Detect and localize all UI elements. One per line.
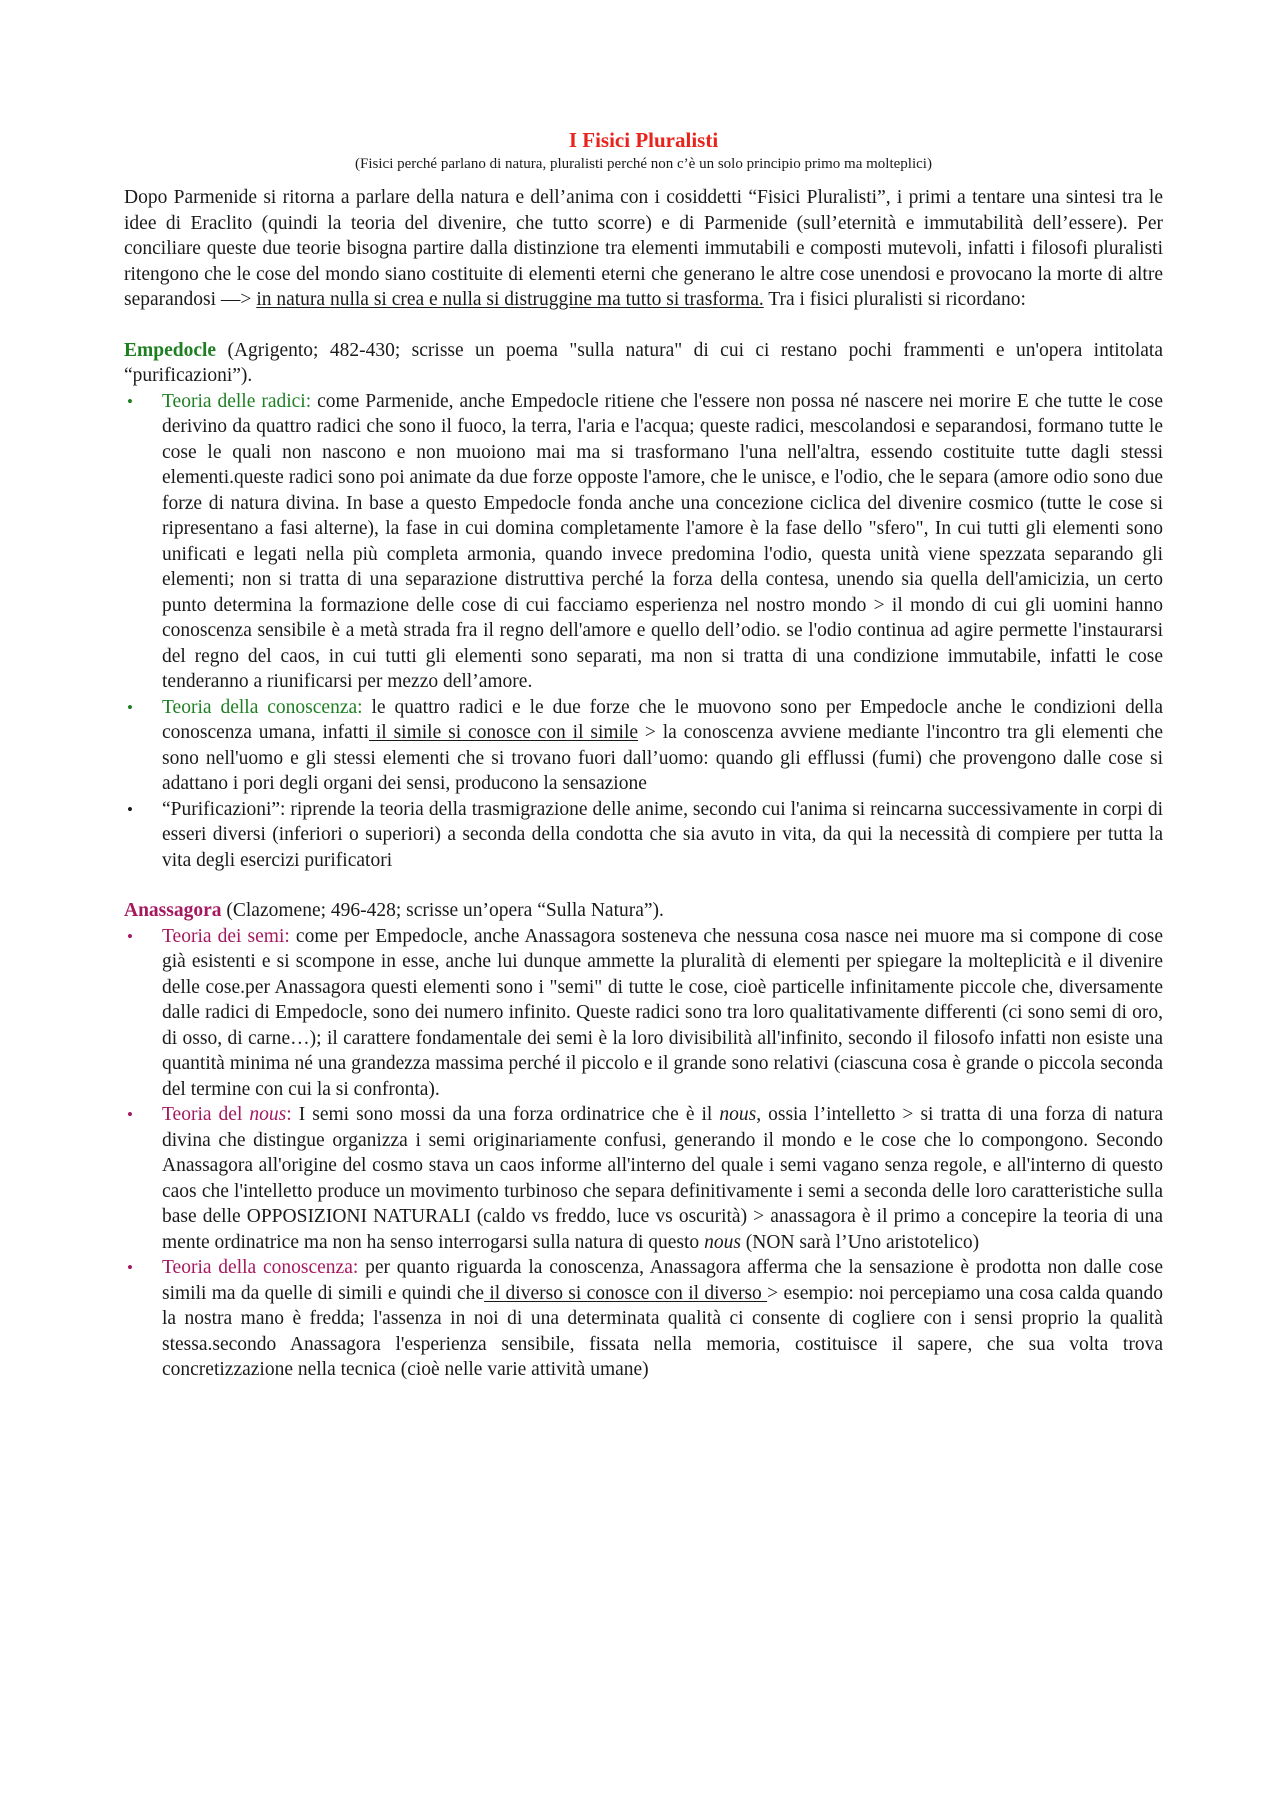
page-title: I Fisici Pluralisti (568, 128, 719, 152)
bullet-icon: • (127, 391, 133, 411)
intro-underlined: in natura nulla si crea e nulla si distruggine ma tutto si trasforma. (256, 289, 764, 310)
bullet-icon: • (127, 1258, 133, 1277)
list-item: • Teoria dei semi: come per Empedocle, anche Anassagora sosteneva che nessuna cosa nasce nei muore ma si compone di cose già esistenti e si scompone in esse, anche lui dunque ammette la pluralità di elementi per spiegare la molteplicità e il divenire delle cose.per Anassagora questi elementi sono i "semi" di tutte le cose, cioè particelle infinitamente piccole che, diversamente dalle radici di Empedocle, sono dei numero infinito. Queste radici sono tra loro qualitativamente differenti (ci sono semi di oro, di osso, di carne…); il carattere fondamentale dei semi è la loro divisibilità all'infinito, secondo il filosofo infatti non esiste una quantità minima né una grandezza massima perché il piccolo e il grande sono relativi (ciascuna cosa è grande o piccola seconda del termine con cui la si confronta). (127, 925, 1163, 1100)
empedocle-list (124, 389, 1163, 874)
list-item: • Teoria delle radici: come Parmenide, anche Empedocle ritiene che l'essere non possa né nascere nei morire E che tutte le cose derivino da quattro radici che sono il fuoco, la terra, l'aria e l'acqua; queste radici, mescolandosi e separandosi, formano tutte le cose le quali non nascono e non muoiono mai ma si trasformano l'una nell'altra, essendo costituite tutte dagli stessi elementi.queste radici sono poi animate da due forze opposte l'amore, che le unisce, e l'odio, che le separa (amore odio sono due forze di natura divina. In base a questo Empedocle fonda anche una concezione ciclica del divenire cosmico (tutte le cose si ripresentano a fasi alterne), la fase in cui domina completamente l'amore è la fase dello "sfero", In cui tutti gli elementi sono unificati e legati nella più completa armonia, quando invece predomina l'odio, questa unità viene spezzata separando gli elementi; non si tratta di una separazione distruttiva perché la forza della contesa, unendo sia quella dell'amicizia, un certo punto determina la formazione delle cose di cui facciamo esperienza nel nostro mondo > il mondo di cui gli uomini hanno conoscenza sensibile è a metà strada fra il regno dell'amore e quello dell’odio. se l'odio continua ad agire permette l'instaurarsi del regno del caos, in cui tutti gli elementi sono separati, ma non si tratta di una condizione immutabile, infatti le cose tenderanno a riunificarsi per mezzo dell’amore. (127, 390, 1163, 692)
anassagora-list (124, 924, 1163, 1383)
list-item: • Teoria del nous: I semi sono mossi da una forza ordinatrice che è il nous, ossia l’intelletto > si tratta di una forza di natura divina che distingue organizza i semi originariamente confusi, generando il mondo e le cose che lo compongono. Secondo Anassagora all'origine del cosmo stava un caos informe all'interno del quale i semi vagano senza regole, e all'interno di questo caos che l'intelletto produce un movimento turbinoso che separa definitivamente i semi a seconda delle loro caratteristiche sulla base delle OPPOSIZIONI NATURALI (caldo vs freddo, luce vs oscurità) > anassagora è il primo a concepire la teoria di una mente ordinatrice ma non ha senso interrogarsi sulla natura di questo nous (NON sarà l’Uno aristotelico) (127, 1104, 1163, 1253)
empedocle-heading: Empedocle (Agrigento; 482-430; scrisse un poema "sulla natura" di cui ci restano pochi frammenti e un'opera intitolata “purificazioni”). (124, 339, 1163, 386)
list-item: • Teoria della conoscenza: per quanto riguarda la conoscenza, Anassagora afferma che la sensazione è prodotta non dalle cose simili ma da quelle di simili e quindi che il diverso si conosce con il diverso > esempio: noi percepiamo una cosa calda quando la nostra mano è fredda; l'assenza in noi di una determinata qualità ci consente di cogliere con i sensi proprio la qualità stessa.secondo Anassagora l'esperienza sensibile, fissata nella memoria, costituisce il sapere, che sua volta trova concretizzazione nella tecnica (cioè nelle varie attività umane) (127, 1257, 1164, 1380)
page-subtitle: (Fisici perché parlano di natura, pluralisti perché non c’è un solo principio primo ma molteplici) (355, 156, 932, 172)
anassagora-heading: Anassagora (Clazomene; 496-428; scrisse un’opera “Sulla Natura”). (124, 900, 664, 921)
bullet-icon: • (127, 697, 133, 717)
list-item: • Teoria della conoscenza: le quattro radici e le due forze che le muovono sono per Empedocle anche le condizioni della conoscenza umana, infatti il simile si conosce con il simile > la conoscenza avviene mediante l'incontro tra gli elementi che sono nell'uomo e gli stessi elementi che si trovano fuori dall’uomo: quando gli efflussi (fumi) che provengono dalle cose si adattano i pori degli organi dei sensi, producono la sensazione (127, 696, 1163, 794)
empedocle-name: Empedocle (124, 339, 217, 361)
list-item: • “Purificazioni”: riprende la teoria della trasmigrazione delle anime, secondo cui l'anima si reincarna successivamente in corpi di esseri diversi (inferiori o superiori) a seconda della condotta che sia avuto in vita, da qui la necessità di compiere per tutta la vita degli esercizi purificatori (127, 798, 1163, 871)
anassagora-name: Anassagora (124, 900, 222, 921)
bullet-icon: • (127, 799, 133, 819)
intro-paragraph: Dopo Parmenide si ritorna a parlare della natura e dell’anima con i cosiddetti “Fisici Pluralisti”, i primi a tentare una sintesi tra le idee di Eraclito (quindi la teoria del divenire, che tutto scorre) e di Parmenide (sull’eternità e immutabilità dell’essere). Per conciliare queste due teorie bisogna partire dalla distinzione tra elementi immutabili e composti mutevoli, infatti i filosofi pluralisti ritengono che le cose del mondo siano costituite di elementi eterni che generano le altre cose unendosi e provocano la morte di altre separandosi —> in natura nulla si crea e nulla si distruggine ma tutto si trasforma. Tra i fisici pluralisti si ricordano: (124, 187, 1163, 310)
bullet-icon: • (127, 926, 133, 946)
bullet-icon: • (127, 1105, 133, 1124)
